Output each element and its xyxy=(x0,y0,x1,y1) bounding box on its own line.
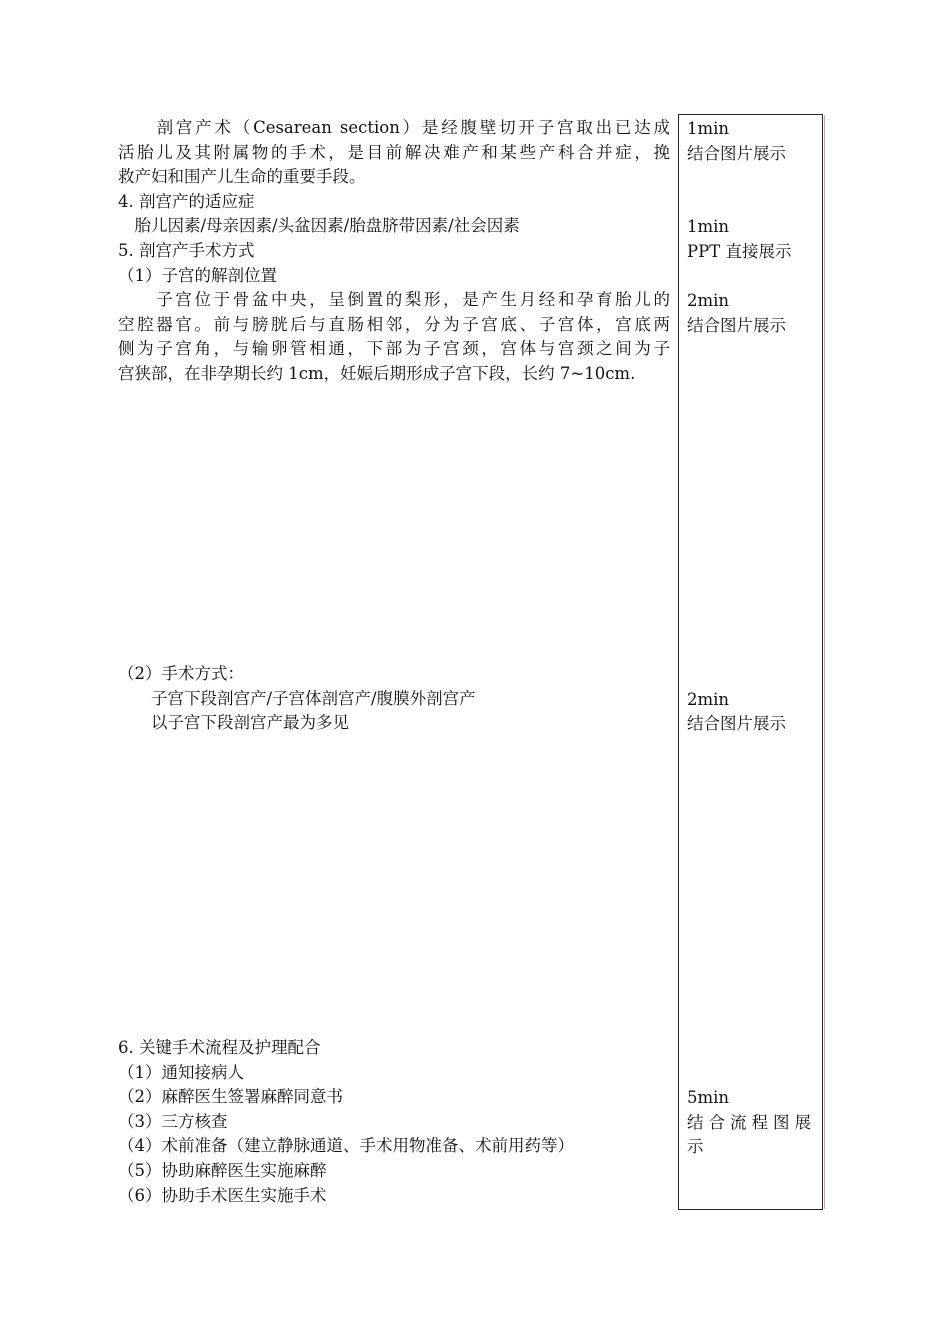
intro-line-2: 活胎儿及其附属物的手术，是目前解决难产和某些产科合并症，挽 xyxy=(118,142,670,162)
note-4-method: 结合图片展示 xyxy=(687,714,786,734)
side-notes-box xyxy=(678,114,823,1210)
subsection-1-line-2: 空腔器官。前与膀胱后与直肠相邻，分为子宫底、子宫体，宫底两 xyxy=(118,314,670,334)
note-1-method: 结合图片展示 xyxy=(687,143,786,163)
section-4-body: 胎儿因素/母亲因素/头盆因素/胎盘脐带因素/社会因素 xyxy=(118,216,520,236)
subsection-2-title: （2）手术方式： xyxy=(118,664,244,683)
section-6-title: 6. 关键手术流程及护理配合 xyxy=(118,1038,321,1057)
note-5-method-line-1: 结合流程图展 xyxy=(687,1112,811,1132)
subsection-2-line-2: 以子宫下段剖宫产最为多见 xyxy=(118,713,349,733)
subsection-1-line-4: 宫狭部，在非孕期长约 1cm，妊娠后期形成子宫下段，长约 7~10cm. xyxy=(118,364,636,383)
note-1-time: 1min xyxy=(687,119,730,138)
section-6-item: （1）通知接病人 xyxy=(118,1062,244,1082)
subsection-1-line-3: 侧为子宫角，与输卵管相通，下部为子宫颈，宫体与宫颈之间为子 xyxy=(118,339,670,359)
note-3-time: 2min xyxy=(687,291,730,311)
section-5-title: 5. 剖宫产手术方式 xyxy=(118,241,255,260)
section-4-title: 4. 剖宫产的适应症 xyxy=(118,191,255,211)
intro-line-3: 救产妇和围产儿生命的重要手段。 xyxy=(118,167,366,187)
section-6-item: （4）术前准备（建立静脉通道、手术用物准备、术前用药等） xyxy=(118,1136,574,1156)
intro-line-1: 剖宫产术（Cesarean section）是经腹壁切开子宫取出已达成 xyxy=(118,118,670,137)
section-6-item: （5）协助麻醉医生实施麻醉 xyxy=(118,1161,327,1180)
subsection-2-line-1: 子宫下段剖宫产/子宫体剖宫产/腹膜外剖宫产 xyxy=(118,688,476,708)
subsection-1-title: （1）子宫的解剖位置 xyxy=(118,265,277,285)
note-2-time: 1min xyxy=(687,217,730,237)
note-5-time: 5min xyxy=(687,1088,730,1108)
section-6-item: （3）三方核查 xyxy=(118,1111,228,1131)
note-4-time: 2min xyxy=(687,689,730,709)
section-6-item: （2）麻醉医生签署麻醉同意书 xyxy=(118,1087,343,1107)
note-3-method: 结合图片展示 xyxy=(687,315,786,335)
note-2-method: PPT 直接展示 xyxy=(687,242,792,261)
note-5-method-line-2: 示 xyxy=(687,1137,704,1157)
section-6-item: （6）协助手术医生实施手术 xyxy=(118,1185,327,1205)
subsection-1-line-1: 子宫位于骨盆中央，呈倒置的梨形，是产生月经和孕育胎儿的 xyxy=(118,290,670,310)
